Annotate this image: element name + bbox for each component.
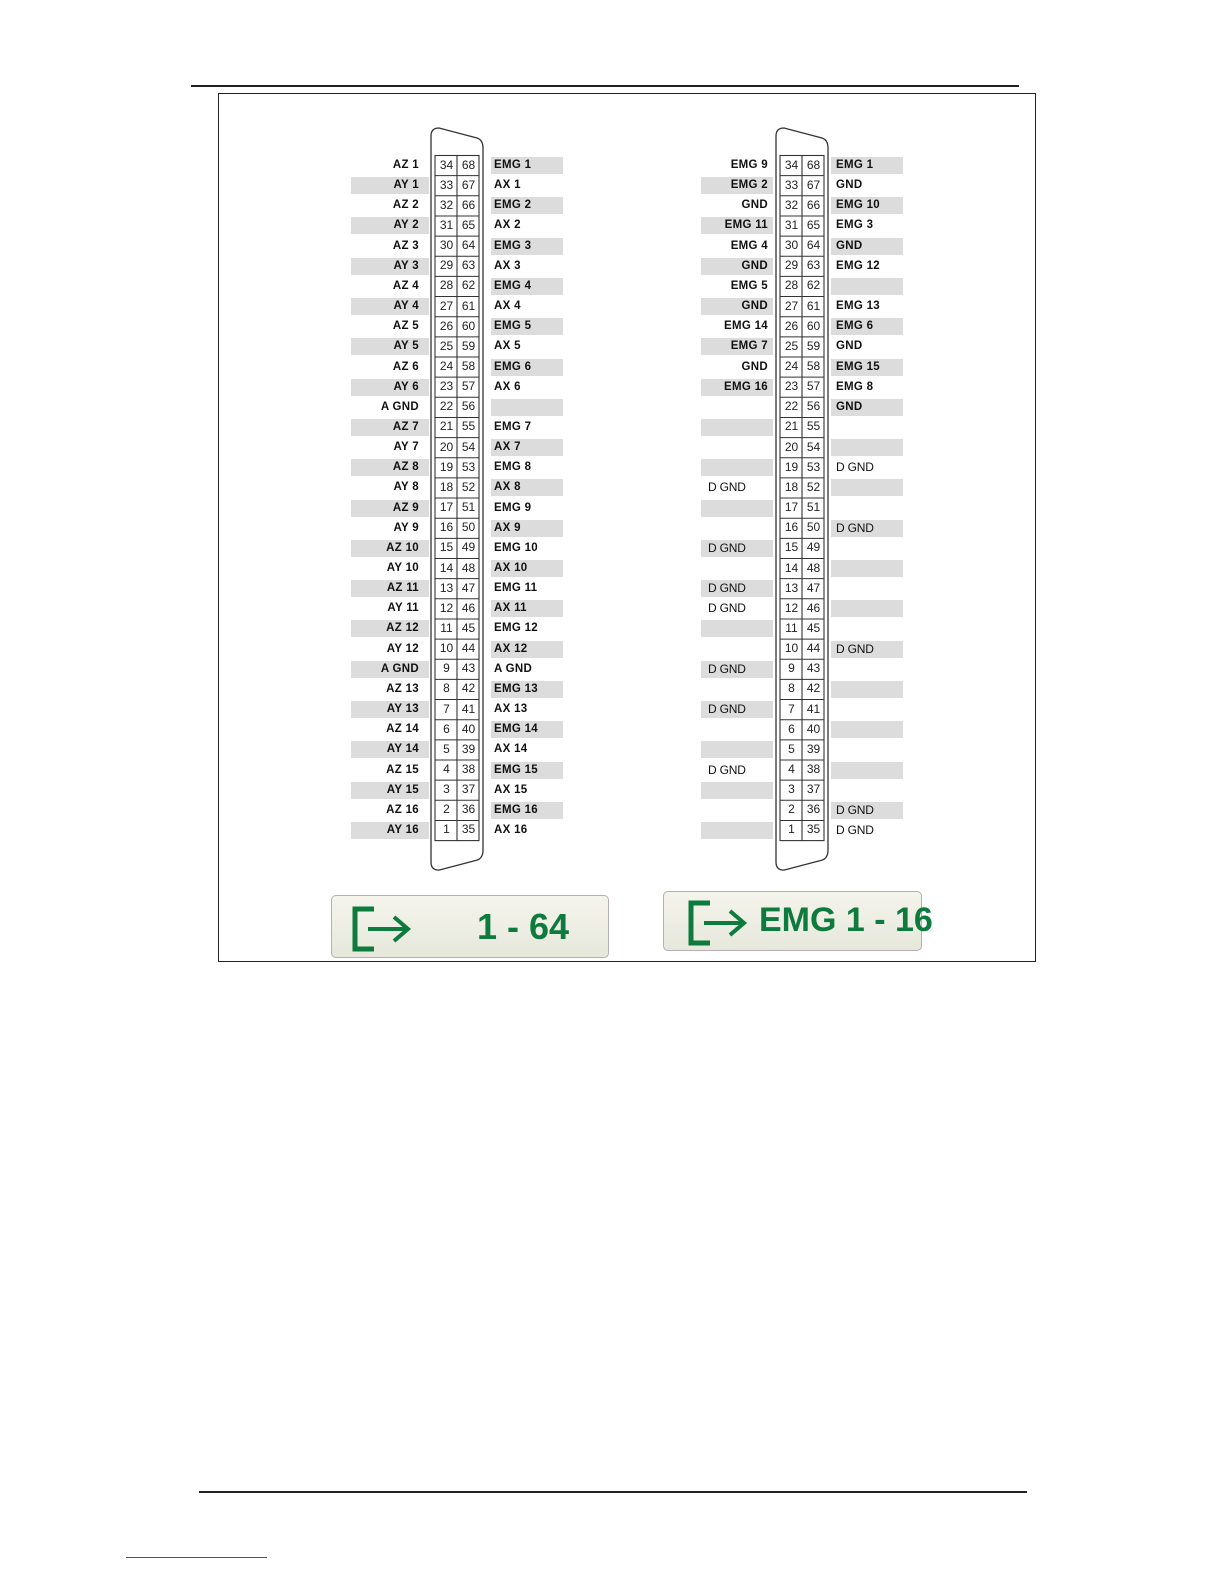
pin-number: 25 bbox=[439, 338, 454, 353]
pin-label-left: AY 4 bbox=[393, 300, 419, 313]
pin-number: 34 bbox=[784, 157, 799, 172]
pin-number: 5 bbox=[788, 741, 795, 756]
pin-number: 2 bbox=[443, 802, 450, 817]
pin-number: 19 bbox=[784, 459, 799, 474]
pin-number: 54 bbox=[806, 439, 821, 454]
pin-label-right: EMG 14 bbox=[494, 723, 538, 736]
pin-number: 8 bbox=[788, 681, 795, 696]
left-connector-badge bbox=[331, 895, 609, 958]
pin-number: 23 bbox=[784, 379, 799, 394]
pin-number: 31 bbox=[439, 217, 454, 232]
pin-number: 48 bbox=[461, 560, 476, 575]
left-badge-label: 1 - 64 bbox=[477, 906, 570, 947]
pin-number: 26 bbox=[439, 318, 454, 333]
pin-label-left: D GND bbox=[708, 702, 746, 717]
pin-label-right: AX 6 bbox=[494, 380, 521, 393]
pin-label-right: EMG 15 bbox=[836, 360, 880, 373]
pin-number: 6 bbox=[788, 721, 795, 736]
pin-label-right: AX 16 bbox=[494, 823, 528, 836]
pin-label-right: AX 11 bbox=[494, 602, 527, 615]
pin-number: 6 bbox=[443, 721, 450, 736]
pin-number: 64 bbox=[806, 238, 821, 253]
pin-number: 1 bbox=[443, 822, 450, 837]
pin-label-left bbox=[668, 782, 768, 799]
pin-number: 28 bbox=[784, 278, 799, 293]
pin-label-left: AZ 10 bbox=[386, 541, 419, 554]
pin-number: 51 bbox=[461, 500, 476, 515]
pin-number: 8 bbox=[443, 681, 450, 696]
pin-number: 30 bbox=[784, 238, 799, 253]
pin-number: 12 bbox=[439, 600, 454, 615]
pin-label-left bbox=[668, 500, 768, 517]
pin-number: 9 bbox=[443, 661, 450, 676]
pin-label-left: AZ 6 bbox=[392, 360, 419, 373]
pin-number: 68 bbox=[461, 157, 476, 172]
pin-label-right: EMG 16 bbox=[494, 803, 538, 816]
pin-number: 57 bbox=[806, 379, 821, 394]
pin-number: 7 bbox=[443, 701, 450, 716]
pin-number: 34 bbox=[439, 157, 454, 172]
pin-label-right: EMG 8 bbox=[836, 380, 874, 393]
pin-label-left bbox=[668, 641, 768, 658]
pin-label-left: GND bbox=[741, 300, 768, 313]
pin-number: 4 bbox=[443, 762, 450, 776]
pin-label-left bbox=[668, 822, 768, 839]
pin-number: 35 bbox=[806, 822, 821, 837]
pin-label-right: EMG 12 bbox=[494, 622, 538, 635]
pin-label-left: D GND bbox=[708, 762, 746, 777]
pin-label-left: GND bbox=[741, 259, 768, 272]
pin-number: 22 bbox=[439, 399, 454, 414]
pin-number: 11 bbox=[785, 620, 798, 635]
pin-number: 31 bbox=[784, 217, 799, 232]
pin-number: 32 bbox=[439, 197, 454, 212]
pin-number: 37 bbox=[461, 782, 476, 797]
pin-label-right: EMG 10 bbox=[494, 541, 538, 554]
pin-number: 68 bbox=[806, 157, 821, 172]
pin-number: 41 bbox=[806, 701, 821, 716]
pin-label-left: AY 1 bbox=[393, 179, 419, 192]
pin-number: 55 bbox=[806, 419, 821, 434]
pin-number: 41 bbox=[461, 701, 476, 716]
pin-label-right: EMG 1 bbox=[836, 159, 874, 171]
pin-number: 14 bbox=[439, 560, 454, 575]
pin-number: 63 bbox=[461, 258, 476, 273]
pin-label-right: EMG 13 bbox=[836, 300, 880, 313]
pin-label-right: EMG 1 bbox=[494, 159, 532, 171]
pin-label-right: AX 8 bbox=[494, 481, 521, 494]
pin-label-left: D GND bbox=[708, 540, 746, 555]
pin-label-left: AY 3 bbox=[393, 259, 419, 272]
pin-label-left: A GND bbox=[380, 662, 419, 675]
pin-label-left: GND bbox=[741, 199, 768, 212]
pin-number: 36 bbox=[461, 802, 476, 817]
pin-number: 29 bbox=[784, 258, 799, 273]
pin-label-left: AY 8 bbox=[393, 481, 419, 494]
pin-label-right bbox=[836, 439, 926, 456]
footer-link-underline bbox=[126, 1557, 267, 1558]
pin-label-right bbox=[836, 540, 926, 557]
pin-label-right: D GND bbox=[836, 520, 874, 535]
pin-label-left: AY 10 bbox=[386, 562, 419, 574]
pin-label-right: GND bbox=[836, 179, 863, 192]
pin-label-right: AX 2 bbox=[494, 219, 521, 232]
pin-number: 21 bbox=[784, 419, 799, 434]
pinout-diagram bbox=[218, 93, 1036, 962]
pin-label-left: D GND bbox=[708, 661, 746, 676]
pin-label-right: EMG 6 bbox=[494, 360, 532, 373]
pin-label-left: EMG 14 bbox=[724, 320, 768, 333]
pin-number: 67 bbox=[461, 177, 476, 192]
pin-label-right: EMG 8 bbox=[494, 461, 532, 474]
pin-label-left bbox=[668, 741, 768, 758]
pin-number: 65 bbox=[461, 217, 476, 232]
pin-label-left bbox=[668, 721, 768, 738]
pin-number: 9 bbox=[788, 661, 795, 676]
pin-number: 18 bbox=[439, 479, 454, 494]
pin-number: 51 bbox=[806, 500, 821, 515]
pin-number: 29 bbox=[439, 258, 454, 273]
pin-number: 27 bbox=[439, 298, 454, 313]
pin-label-right bbox=[836, 560, 926, 577]
pin-label-left: AY 9 bbox=[393, 521, 419, 534]
pin-label-right bbox=[836, 681, 926, 698]
right-connector-badge bbox=[663, 891, 933, 951]
pin-number: 59 bbox=[461, 338, 476, 353]
pin-label-left: EMG 2 bbox=[730, 179, 768, 192]
pin-label-right: AX 4 bbox=[494, 300, 521, 313]
pin-number: 54 bbox=[461, 439, 476, 454]
pin-label-right: AX 12 bbox=[494, 642, 528, 655]
pin-label-left: AZ 13 bbox=[386, 682, 419, 695]
pin-label-left bbox=[668, 419, 768, 436]
pin-label-right: EMG 4 bbox=[494, 279, 532, 292]
pin-label-right bbox=[836, 782, 926, 799]
pin-number: 24 bbox=[784, 359, 799, 373]
pin-label-left bbox=[668, 439, 768, 456]
pin-label-left bbox=[668, 459, 768, 476]
pin-label-right bbox=[836, 762, 926, 779]
pin-number: 37 bbox=[806, 782, 821, 797]
pin-label-right bbox=[836, 620, 926, 637]
pin-label-left: EMG 11 bbox=[724, 219, 768, 232]
pin-number: 4 bbox=[788, 762, 795, 776]
pin-number: 64 bbox=[461, 238, 476, 253]
pin-label-left bbox=[668, 399, 768, 416]
pin-number: 30 bbox=[439, 238, 454, 253]
pin-label-left: AY 5 bbox=[393, 340, 419, 353]
pin-label-left: D GND bbox=[708, 601, 746, 616]
pin-label-left: EMG 5 bbox=[730, 279, 768, 292]
pin-number: 15 bbox=[784, 540, 799, 555]
pin-label-right: D GND bbox=[836, 460, 874, 475]
bottom-rule bbox=[199, 1491, 1027, 1493]
pin-number: 44 bbox=[461, 641, 476, 656]
pin-number: 56 bbox=[461, 399, 476, 414]
pin-label-left: AZ 11 bbox=[386, 582, 419, 595]
pin-label-right: EMG 13 bbox=[494, 682, 538, 695]
pin-label-left: D GND bbox=[708, 480, 746, 495]
pin-label-left: D GND bbox=[708, 581, 746, 596]
pin-label-right: EMG 3 bbox=[836, 219, 874, 232]
pin-number: 62 bbox=[806, 278, 821, 293]
pin-number: 36 bbox=[806, 802, 821, 817]
pin-label-left: AZ 3 bbox=[392, 239, 419, 252]
pin-number: 58 bbox=[461, 359, 476, 373]
pin-label-left: AY 11 bbox=[387, 602, 419, 615]
pin-number: 14 bbox=[784, 560, 799, 575]
pin-label-left: AZ 12 bbox=[386, 622, 419, 635]
pin-label-left: AY 6 bbox=[393, 380, 419, 393]
pin-label-right: GND bbox=[836, 239, 863, 252]
pin-number: 50 bbox=[461, 520, 476, 535]
pin-label-left: EMG 4 bbox=[730, 239, 768, 252]
pin-label-right: EMG 10 bbox=[836, 199, 880, 212]
pin-number: 21 bbox=[439, 419, 454, 434]
pin-label-left: AY 16 bbox=[386, 823, 419, 836]
pin-number: 33 bbox=[784, 177, 799, 192]
pin-label-left: AY 7 bbox=[393, 441, 419, 454]
pin-number: 11 bbox=[440, 620, 453, 635]
pin-label-right bbox=[836, 600, 926, 617]
pin-number: 13 bbox=[439, 580, 454, 595]
pin-label-right: EMG 7 bbox=[494, 420, 532, 433]
pin-number: 42 bbox=[806, 681, 821, 696]
exit-arrow-icon bbox=[688, 900, 752, 946]
pin-label-right bbox=[836, 741, 926, 758]
pin-label-right: EMG 2 bbox=[494, 199, 532, 212]
pin-number: 58 bbox=[806, 359, 821, 373]
pin-number: 24 bbox=[439, 359, 454, 373]
pin-number: 38 bbox=[461, 762, 476, 776]
pin-number: 40 bbox=[806, 721, 821, 736]
pin-number: 43 bbox=[461, 661, 476, 676]
pin-number: 44 bbox=[806, 641, 821, 656]
pin-label-left: AZ 15 bbox=[386, 763, 419, 776]
pin-label-right: EMG 15 bbox=[494, 763, 538, 776]
pin-label-left: AZ 1 bbox=[392, 159, 419, 171]
pin-label-right bbox=[836, 721, 926, 738]
pin-label-left: AY 15 bbox=[386, 783, 419, 796]
pin-number: 17 bbox=[784, 500, 799, 515]
pin-number: 55 bbox=[461, 419, 476, 434]
pin-number: 43 bbox=[806, 661, 821, 676]
pin-number: 16 bbox=[439, 520, 454, 535]
pin-number: 60 bbox=[461, 318, 476, 333]
pin-label-left: EMG 9 bbox=[730, 159, 768, 171]
pin-number: 46 bbox=[806, 600, 821, 615]
pin-label-right bbox=[836, 419, 926, 436]
pin-label-left bbox=[668, 681, 768, 698]
pin-number: 20 bbox=[784, 439, 799, 454]
pin-number: 45 bbox=[461, 620, 476, 635]
pin-number: 39 bbox=[461, 741, 476, 756]
pin-label-left: AZ 16 bbox=[386, 803, 419, 816]
pin-label-right bbox=[836, 479, 926, 496]
pin-label-left: AZ 2 bbox=[392, 199, 419, 212]
pin-number: 46 bbox=[461, 600, 476, 615]
pin-number: 66 bbox=[806, 197, 821, 212]
pin-number: 66 bbox=[461, 197, 476, 212]
pin-number: 32 bbox=[784, 197, 799, 212]
pin-number: 17 bbox=[439, 500, 454, 515]
pin-label-right bbox=[836, 500, 926, 517]
pin-label-right: D GND bbox=[836, 822, 874, 837]
pin-label-left bbox=[668, 520, 768, 537]
pin-label-left: AZ 8 bbox=[392, 461, 419, 474]
pin-number: 47 bbox=[461, 580, 476, 595]
pin-label-right: GND bbox=[836, 400, 863, 413]
exit-arrow-icon bbox=[352, 906, 416, 952]
pin-label-left: AZ 4 bbox=[392, 279, 419, 292]
pin-label-right bbox=[836, 701, 926, 718]
pin-label-right: AX 10 bbox=[494, 562, 528, 574]
pin-label-left: AZ 5 bbox=[392, 320, 419, 333]
pin-label-left bbox=[668, 802, 768, 819]
pin-number: 2 bbox=[788, 802, 795, 817]
pin-number: 25 bbox=[784, 338, 799, 353]
pin-label-left: AY 12 bbox=[386, 642, 419, 655]
top-rule bbox=[191, 85, 1019, 87]
pin-label-left: GND bbox=[741, 360, 768, 373]
pin-label-left bbox=[668, 560, 768, 577]
pin-number: 53 bbox=[461, 459, 476, 474]
pin-number: 61 bbox=[461, 298, 476, 313]
pin-label-right bbox=[836, 580, 926, 597]
pin-number: 40 bbox=[461, 721, 476, 736]
pin-number: 13 bbox=[784, 580, 799, 595]
pin-number: 12 bbox=[784, 600, 799, 615]
pin-label-right: D GND bbox=[836, 802, 874, 817]
pin-label-right: EMG 9 bbox=[494, 501, 532, 514]
pin-number: 5 bbox=[443, 741, 450, 756]
pin-label-left: AY 2 bbox=[393, 219, 419, 232]
pin-number: 52 bbox=[461, 479, 476, 494]
pin-label-left: A GND bbox=[380, 400, 419, 413]
pin-number: 16 bbox=[784, 520, 799, 535]
pin-number: 56 bbox=[806, 399, 821, 414]
pin-label-right bbox=[836, 278, 926, 295]
pin-number: 53 bbox=[806, 459, 821, 474]
pin-label-right: EMG 12 bbox=[836, 259, 880, 272]
pin-label-right: AX 13 bbox=[494, 703, 528, 716]
pin-number: 63 bbox=[806, 258, 821, 273]
pin-label-right: EMG 3 bbox=[494, 239, 532, 252]
pin-label-left bbox=[668, 620, 768, 637]
pin-label-left: AY 14 bbox=[386, 743, 419, 756]
pin-number: 38 bbox=[806, 762, 821, 776]
pin-number: 7 bbox=[788, 701, 795, 716]
pin-number: 42 bbox=[461, 681, 476, 696]
pin-number: 22 bbox=[784, 399, 799, 414]
pin-number: 67 bbox=[806, 177, 821, 192]
pin-number: 27 bbox=[784, 298, 799, 313]
pin-number: 28 bbox=[439, 278, 454, 293]
pin-label-right: AX 14 bbox=[494, 743, 528, 756]
pin-label-right: AX 9 bbox=[494, 521, 521, 534]
pin-number: 15 bbox=[439, 540, 454, 555]
pin-number: 26 bbox=[784, 318, 799, 333]
pin-number: 1 bbox=[788, 822, 795, 837]
pin-number: 10 bbox=[439, 641, 454, 656]
pin-number: 52 bbox=[806, 479, 821, 494]
right-badge-label: EMG 1 - 16 bbox=[759, 901, 933, 939]
pin-label-right: A GND bbox=[494, 662, 533, 675]
pin-number: 18 bbox=[784, 479, 799, 494]
pin-number: 47 bbox=[806, 580, 821, 595]
pin-label-right: AX 3 bbox=[494, 259, 521, 272]
pin-label-right bbox=[836, 661, 926, 678]
pin-number: 50 bbox=[806, 520, 821, 535]
pin-label-left: EMG 7 bbox=[730, 340, 768, 353]
pin-number: 19 bbox=[439, 459, 454, 474]
pin-label-right: EMG 11 bbox=[494, 582, 538, 595]
pin-number: 39 bbox=[806, 741, 821, 756]
pin-label-right: GND bbox=[836, 340, 863, 353]
pin-label-right: EMG 5 bbox=[494, 320, 532, 333]
pin-label-right: D GND bbox=[836, 641, 874, 656]
pin-number: 48 bbox=[806, 560, 821, 575]
pin-number: 45 bbox=[806, 620, 821, 635]
pin-number: 65 bbox=[806, 217, 821, 232]
pin-number: 35 bbox=[461, 822, 476, 837]
pin-number: 60 bbox=[806, 318, 821, 333]
pin-number: 33 bbox=[439, 177, 454, 192]
pin-label-right: AX 5 bbox=[494, 340, 521, 353]
pin-number: 10 bbox=[784, 641, 799, 656]
pin-label-right: AX 7 bbox=[494, 441, 521, 454]
pin-label-right: EMG 6 bbox=[836, 320, 874, 333]
pin-number: 49 bbox=[461, 540, 476, 555]
pin-label-left: AZ 14 bbox=[386, 723, 419, 736]
pin-label-left: AZ 7 bbox=[392, 420, 419, 433]
pin-number: 23 bbox=[439, 379, 454, 394]
pin-number: 62 bbox=[461, 278, 476, 293]
pin-label-left: EMG 16 bbox=[724, 380, 768, 393]
pin-number: 3 bbox=[443, 782, 450, 797]
pin-label-right: AX 15 bbox=[494, 783, 528, 796]
pin-number: 59 bbox=[806, 338, 821, 353]
pin-number: 49 bbox=[806, 540, 821, 555]
pin-number: 57 bbox=[461, 379, 476, 394]
pin-number: 61 bbox=[806, 298, 821, 313]
pin-number: 3 bbox=[788, 782, 795, 797]
pin-label-right: AX 1 bbox=[494, 179, 521, 192]
pin-label-left: AY 13 bbox=[386, 703, 419, 716]
pin-number: 20 bbox=[439, 439, 454, 454]
pin-label-left: AZ 9 bbox=[392, 501, 419, 514]
